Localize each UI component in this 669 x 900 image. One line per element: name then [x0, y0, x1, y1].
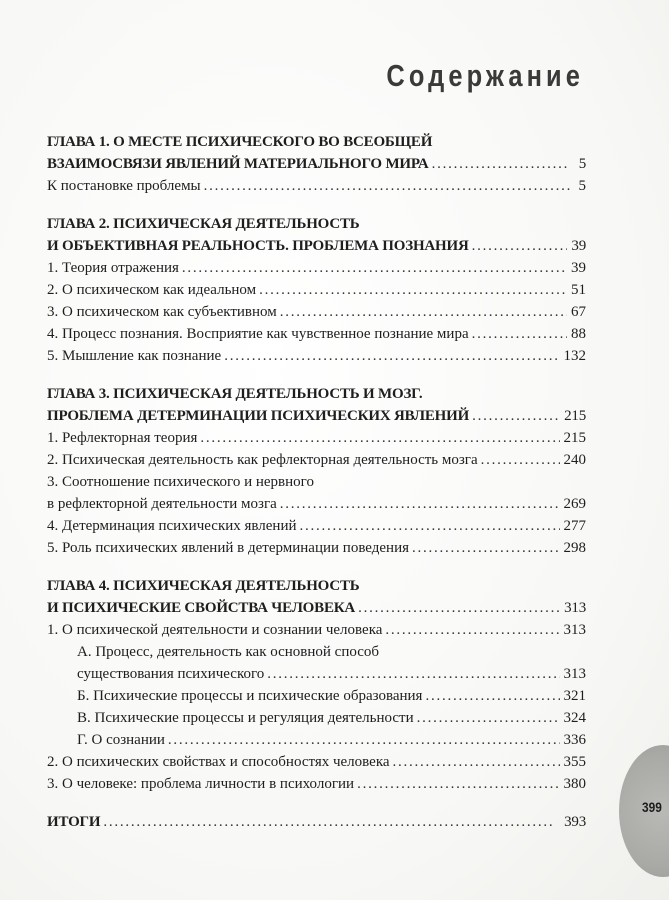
entry-title: 5. Мышление как познание [47, 348, 222, 364]
entry-title: Б. Психические процессы и психические образования [77, 688, 423, 704]
chapter-2-heading-line1[interactable] [47, 213, 586, 235]
dot-leader [385, 619, 559, 641]
dot-leader [357, 773, 559, 795]
dot-leader [224, 345, 559, 367]
entry-title: 2. О психических свойствах и способностях человека [47, 754, 390, 770]
entry-title: 4. Детерминация психических явлений [47, 518, 297, 534]
entry-title: 2. О психическом как идеальном [47, 282, 257, 298]
dot-leader [417, 707, 560, 729]
page-number: 277 [563, 518, 586, 534]
entry-title: существования психического [77, 666, 265, 682]
chapter-4-heading-line1[interactable] [47, 575, 586, 597]
dot-leader [432, 153, 570, 175]
entry-title: К постановке проблемы [47, 178, 201, 194]
dot-leader [481, 449, 560, 471]
toc-subentry-line2[interactable] [47, 663, 586, 685]
entry-title: 3. О человеке: проблема личности в психологии [47, 776, 355, 792]
dot-leader [425, 685, 559, 707]
toc-entry[interactable] [47, 773, 586, 795]
chapter-title: ГЛАВА 2. ПСИХИЧЕСКАЯ ДЕЯТЕЛЬНОСТЬ [47, 216, 360, 232]
toc-entry-line1[interactable] [47, 471, 586, 493]
entry-title: А. Процесс, деятельность как основной способ [77, 644, 380, 660]
toc-entry[interactable] [47, 345, 586, 367]
page-number: 5 [578, 178, 586, 194]
chapter-1-heading-line2[interactable] [47, 153, 586, 175]
page-number: 39 [571, 238, 586, 254]
dot-leader [267, 663, 559, 685]
dot-leader [472, 235, 568, 257]
toc-entry[interactable] [47, 427, 586, 449]
dot-leader [182, 257, 567, 279]
page-number: 313 [563, 622, 586, 638]
page-number: 269 [563, 496, 586, 512]
toc-entry[interactable] [47, 515, 586, 537]
dot-leader [300, 515, 560, 537]
chapter-title: И ОБЪЕКТИВНАЯ РЕАЛЬНОСТЬ. ПРОБЛЕМА ПОЗНАНИЯ [47, 238, 469, 254]
dot-leader [200, 427, 559, 449]
entry-title: 1. Рефлекторная теория [47, 430, 198, 446]
chapter-4-heading-line2[interactable] [47, 597, 586, 619]
dot-leader [168, 729, 560, 751]
toc-entry[interactable] [47, 751, 586, 773]
page-number: 132 [563, 348, 586, 364]
chapter-title: ПРОБЛЕМА ДЕТЕРМИНАЦИИ ПСИХИЧЕСКИХ ЯВЛЕНИЙ [47, 408, 470, 424]
folio-page-number: 399 [642, 799, 662, 815]
chapter-title: ГЛАВА 3. ПСИХИЧЕСКАЯ ДЕЯТЕЛЬНОСТЬ И МОЗГ. [47, 386, 423, 402]
entry-title: 1. О психической деятельности и сознании человека [47, 622, 383, 638]
dot-leader [358, 597, 560, 619]
dot-leader [280, 301, 567, 323]
toc-subentry[interactable] [47, 707, 586, 729]
toc-subentry[interactable] [47, 729, 586, 751]
page-number: 336 [563, 732, 586, 748]
toc-entry[interactable] [47, 449, 586, 471]
dot-leader [259, 279, 567, 301]
toc-subentry[interactable] [47, 685, 586, 707]
entry-title: 5. Роль психических явлений в детерминации поведения [47, 540, 410, 556]
page-number: 313 [564, 600, 586, 616]
chapter-3-heading-line2[interactable] [47, 405, 586, 427]
entry-title: 3. О психическом как субъективном [47, 304, 277, 320]
dot-leader [280, 493, 560, 515]
page-number: 51 [571, 282, 586, 298]
page-number: 88 [571, 326, 586, 342]
entry-title: 3. Соотношение психического и нервного [47, 474, 314, 490]
page-number: 380 [563, 776, 586, 792]
dot-leader [393, 751, 560, 773]
table-of-contents [47, 131, 586, 833]
chapter-title: ГЛАВА 4. ПСИХИЧЕСКАЯ ДЕЯТЕЛЬНОСТЬ [47, 578, 360, 594]
toc-entry[interactable] [47, 619, 586, 641]
page-number: 67 [571, 304, 586, 320]
page-number: 215 [563, 430, 586, 446]
entry-title: в рефлекторной деятельности мозга [47, 496, 277, 512]
page-number: 393 [564, 814, 586, 830]
entry-title: В. Психические процессы и регуляция деятельности [77, 710, 414, 726]
page-number: 321 [563, 688, 586, 704]
chapter-2-heading-line2[interactable] [47, 235, 586, 257]
summary-heading[interactable] [47, 811, 586, 833]
toc-entry-line2[interactable] [47, 493, 586, 515]
entry-title: 1. Теория отражения [47, 260, 179, 276]
dot-leader [103, 811, 560, 833]
toc-entry[interactable] [47, 257, 586, 279]
dot-leader [472, 405, 560, 427]
page-number: 39 [571, 260, 586, 276]
entry-title: 4. Процесс познания. Восприятие как чувственное познание мира [47, 326, 469, 342]
toc-entry[interactable] [47, 301, 586, 323]
page-number: 215 [564, 408, 586, 424]
page-title: Содержание [386, 58, 584, 93]
page-number: 313 [563, 666, 586, 682]
entry-title: Г. О сознании [77, 732, 165, 748]
page-number: 355 [563, 754, 586, 770]
toc-entry[interactable] [47, 537, 586, 559]
entry-title: 2. Психическая деятельность как рефлекторная деятельность мозга [47, 452, 478, 468]
toc-entry[interactable] [47, 323, 586, 345]
chapter-title: ВЗАИМОСВЯЗИ ЯВЛЕНИЙ МАТЕРИАЛЬНОГО МИРА [47, 156, 429, 172]
chapter-title: ГЛАВА 1. О МЕСТЕ ПСИХИЧЕСКОГО ВО ВСЕОБЩЕЙ [47, 134, 433, 150]
toc-entry[interactable] [47, 279, 586, 301]
page-number: 324 [563, 710, 586, 726]
page-number: 240 [563, 452, 586, 468]
page-number: 5 [578, 156, 586, 172]
chapter-title: ИТОГИ [47, 814, 101, 830]
dot-leader [204, 175, 570, 197]
page-number: 298 [563, 540, 586, 556]
toc-entry[interactable] [47, 175, 586, 197]
chapter-3-heading-line1[interactable] [47, 383, 586, 405]
dot-leader [472, 323, 567, 345]
chapter-1-heading-line1[interactable] [47, 131, 586, 153]
chapter-title: И ПСИХИЧЕСКИЕ СВОЙСТВА ЧЕЛОВЕКА [47, 600, 356, 616]
dot-leader [412, 537, 559, 559]
toc-subentry-line1[interactable] [47, 641, 586, 663]
